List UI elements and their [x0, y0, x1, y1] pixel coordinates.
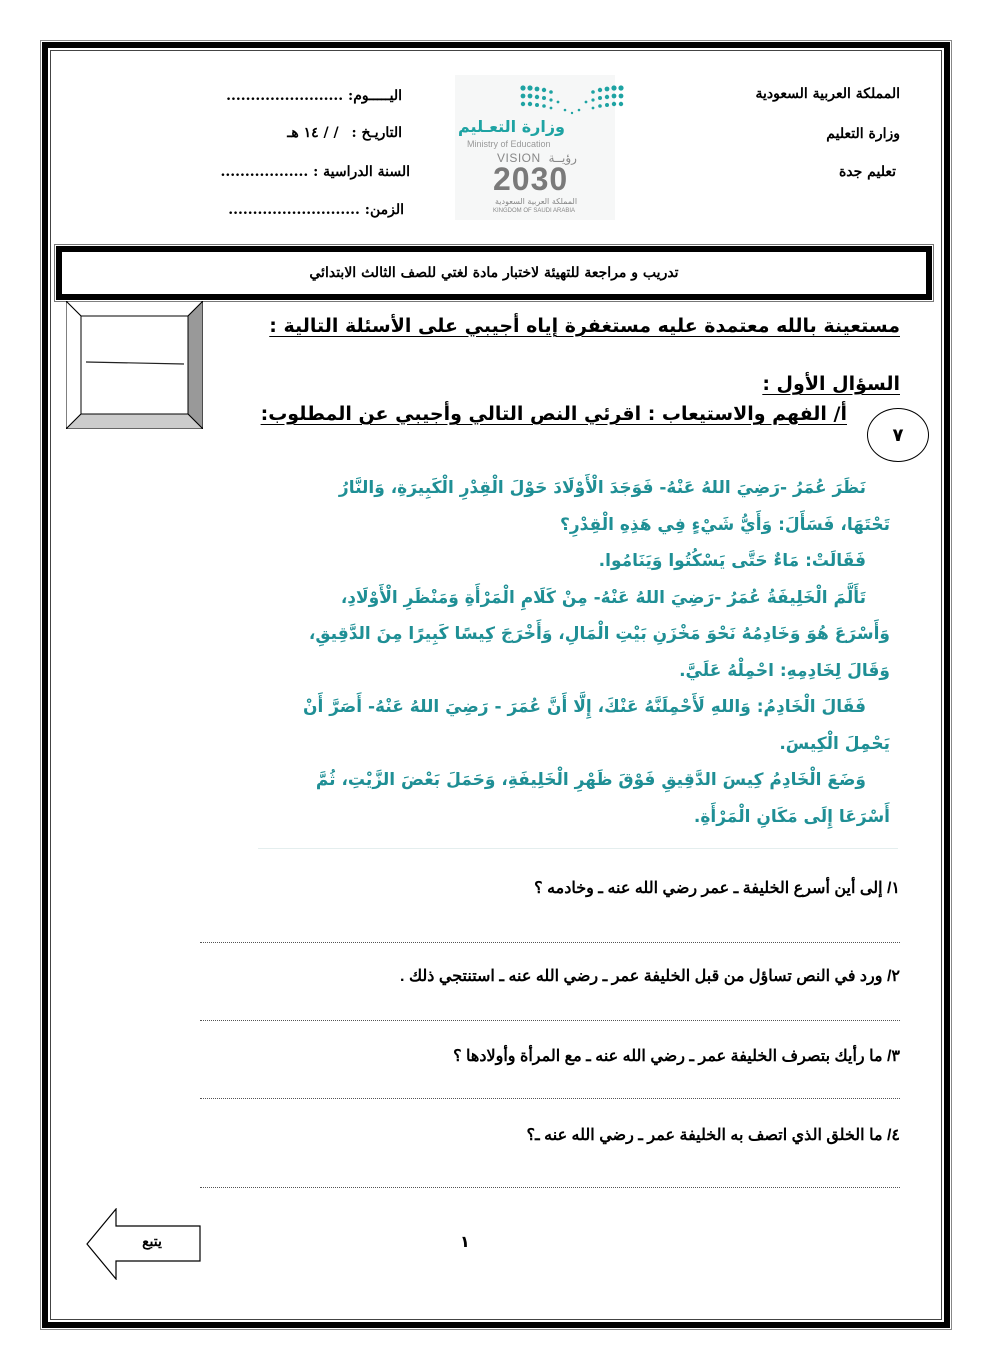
answer-line-1[interactable] [200, 942, 900, 943]
answer-line-4[interactable] [200, 1187, 900, 1188]
instructions-heading: مستعينة بالله معتمدة عليه مستغفرة إياه أجيبي على الأسئلة التالية : [269, 315, 900, 337]
passage-line: وَقَالَ لِخَادِمِهِ: احْمِلْهُ عَلَيَّ. [679, 660, 890, 681]
day-field [226, 88, 402, 104]
year-field [220, 164, 410, 180]
reading-passage [270, 470, 890, 835]
passage-divider [258, 848, 898, 849]
exam-title: تدريب و مراجعة للتهيئة لاختبار مادة لغتي للصف الثالث الابتدائي [309, 265, 679, 281]
answer-line-2[interactable] [200, 1020, 900, 1021]
date-value[interactable]: / / ١٤ هـ [287, 125, 339, 141]
header-ministry: وزارة التعليم [826, 126, 900, 142]
logo-2030: 2030 [493, 161, 569, 197]
question-one-subtitle: أ/ الفهم والاستيعاب : اقرئي النص التالي وأجيبي عن المطلوب: [260, 403, 847, 425]
header-directorate: تعليم جدة [838, 164, 896, 180]
question-1: ١/ إلى أين أسرع الخليفة ـ عمر رضي الله عنه ـ وخادمه ؟ [534, 880, 900, 897]
question-2: ٢/ ورد في النص تساؤل من قبل الخليفة عمر ـ رضي الله عنه ـ استنتجي ذلك . [400, 968, 900, 985]
year-label: السنة الدراسية : [313, 164, 410, 180]
ministry-logo [455, 75, 615, 220]
score-circle: ٧ [867, 408, 929, 462]
passage-line: فَقَالَ الْخَادِمُ: وَاللهِ لَأَحْمِلَنَّهُ عَنْكَ، إِلَّا أَنَّ عُمَرَ - رَضِيَ اللهُ عَنْهُ- أَصَرَّ أَنْ [302, 697, 866, 717]
passage-line: يَحْمِلَ الْكِيسَ. [779, 733, 890, 754]
passage-line: فَقَالَتْ: مَاءٌ حَتَّى يَسْكُتُوا وَيَنَامُوا. [598, 551, 866, 571]
header-country: المملكة العربية السعودية [755, 86, 900, 102]
grade-box[interactable] [66, 301, 203, 429]
question-3: ٣/ ما رأيك بتصرف الخليفة عمر ـ رضي الله عنه ـ مع المرأة وأولادها ؟ [453, 1048, 900, 1065]
passage-line: نَظَرَ عُمَرُ -رَضِيَ اللهُ عَنْهُ- فَوَجَدَ الْأَوْلَادَ حَوْلَ الْقِدْرِ الْكَبِيرَةِ، وَالنَّارُ [338, 478, 866, 498]
logo-ministry-en: Ministry of Education [467, 139, 551, 149]
next-page-label[interactable]: يتبع [142, 1234, 162, 1250]
logo-kingdom-en: KINGDOM OF SAUDI ARABIA [493, 208, 576, 214]
day-value[interactable]: ........................ [226, 88, 344, 104]
year-value[interactable]: .................. [220, 164, 309, 180]
question-4: ٤/ ما الخلق الذي اتصف به الخليفة عمر ـ رضي الله عنه ـ؟ [526, 1127, 900, 1144]
logo-dots-icon [517, 83, 627, 115]
logo-vision-ar: رؤيــة [548, 151, 577, 165]
answer-line-3[interactable] [200, 1098, 900, 1099]
logo-kingdom-ar: المملكة العربية السعودية [495, 197, 578, 206]
logo-ministry-ar: وزارة التعـليم [458, 117, 565, 136]
logo-vision-en: VISION [497, 151, 541, 165]
exam-title-box [56, 246, 932, 300]
page-number: ١ [460, 1232, 470, 1251]
passage-line: تَأَلَّمَ الْخَلِيفَةُ عُمَرُ -رَضِيَ اللهُ عَنْهُ- مِنْ كَلَامِ الْمَرْأَةِ وَمَنْظَرِ الْأَوْلَادِ، [340, 587, 866, 608]
passage-line: تَحْتَهَا، فَسَأَلَ: وَأَيُّ شَيْءٍ فِي هَذِهِ الْقِدْرِ؟ [560, 514, 890, 535]
time-value[interactable]: ........................... [228, 202, 360, 218]
passage-line: وَضَعَ الْخَادِمُ كِيسَ الدَّقِيقِ فَوْقَ ظَهْرِ الْخَلِيفَةِ، وَحَمَلَ بَعْضَ الزَّيْتِ، ثُمَّ [315, 770, 866, 790]
passage-line: أَسْرَعَا إِلَى مَكَانِ الْمَرْأَةِ. [693, 806, 890, 827]
time-field [228, 202, 404, 218]
date-field [287, 125, 402, 141]
time-label: الزمن: [364, 202, 404, 218]
day-label: اليـــــوم: [348, 88, 402, 104]
date-label: التاريـخ : [351, 125, 402, 141]
question-one-title: السؤال الأول : [762, 373, 900, 395]
passage-line: وَأَسْرَعَ هُوَ وَخَادِمُهُ نَحْوَ مَخْزَنِ بَيْتِ الْمَالِ، وَأَخْرَجَ كِيسًا كَبِيرًا مِنَ الدَّقِيقِ، [308, 624, 890, 644]
